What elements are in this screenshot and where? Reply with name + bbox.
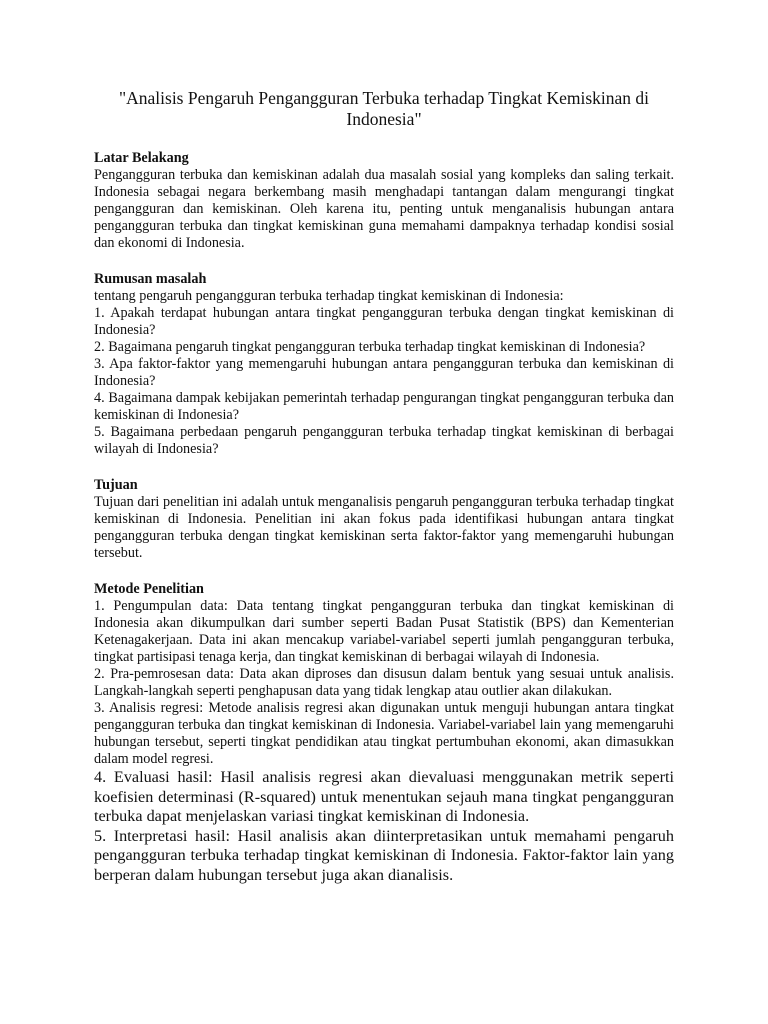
list-item: 3. Analisis regresi: Metode analisis regresi akan digunakan untuk menguji hubungan antara tingkat pengangguran terbuka dan tingkat kemiskinan di Indonesia. Variabel-variabel lain yang memengaruhi hubungan tersebut, seperti tingkat pendidikan atau tingkat pertumbuhan ekonomi, akan dimasukkan dalam model regresi.: [94, 700, 674, 767]
list-item: 5. Interpretasi hasil: Hasil analisis akan diinterpretasikan untuk memahami pengaruh pengangguran terbuka terhadap tingkat kemiskinan di Indonesia. Faktor-faktor lain yang berperan dalam hubungan tersebut juga akan dianalisis.: [94, 826, 674, 884]
section-heading: Latar Belakang: [94, 150, 189, 166]
list-item: 2. Pra-pemrosesan data: Data akan diproses dan disusun dalam bentuk yang sesuai untuk analisis. Langkah-langkah seperti penghapusan data yang tidak lengkap atau outlier akan dilakukan.: [94, 666, 674, 699]
section-paragraph: Tujuan dari penelitian ini adalah untuk menganalisis pengaruh pengangguran terbuka terhadap tingkat kemiskinan di Indonesia. Penelitian ini akan fokus pada identifikasi hubungan antara tingkat pengangguran terbuka dengan tingkat kemiskinan serta faktor-faktor yang memengaruhi hubungan tersebut.: [94, 494, 674, 561]
section-heading: Tujuan: [94, 477, 138, 493]
section-tujuan: [94, 477, 674, 562]
section-heading: Rumusan masalah: [94, 271, 207, 287]
section-metode-penelitian: [94, 581, 674, 885]
list-item: 5. Bagaimana perbedaan pengaruh pengangguran terbuka terhadap tingkat kemiskinan di berbagai wilayah di Indonesia?: [94, 424, 674, 457]
list-item: 3. Apa faktor-faktor yang memengaruhi hubungan antara pengangguran terbuka dan kemiskinan di Indonesia?: [94, 356, 674, 389]
list-item: 4. Evaluasi hasil: Hasil analisis regresi akan dievaluasi menggunakan metrik seperti koefisien determinasi (R-squared) untuk menentukan sejauh mana tingkat pengangguran terbuka dapat menjelaskan variasi tingkat kemiskinan di Indonesia.: [94, 768, 674, 825]
section-paragraph: Pengangguran terbuka dan kemiskinan adalah dua masalah sosial yang kompleks dan saling terkait. Indonesia sebagai negara berkembang masih menghadapi tantangan dalam mengurangi tingkat pengangguran dan kemiskinan. Oleh karena itu, penting untuk menganalisis hubungan antara pengangguran terbuka dan tingkat kemiskinan guna memahami dampaknya terhadap kondisi sosial dan ekonomi di Indonesia.: [94, 167, 674, 251]
document-page: [94, 88, 674, 904]
section-intro: tentang pengaruh pengangguran terbuka terhadap tingkat kemiskinan di Indonesia:: [94, 288, 564, 304]
section-latar-belakang: [94, 150, 674, 252]
list-item: 1. Pengumpulan data: Data tentang tingkat pengangguran terbuka dan tingkat kemiskinan di Indonesia akan dikumpulkan dari sumber seperti Badan Pusat Statistik (BPS) dan Kementerian Ketenagakerjaan. Data ini akan mencakup variabel-variabel seperti jumlah pengangguran terbuka, tingkat partisipasi tenaga kerja, dan tingkat kemiskinan di berbagai wilayah di Indonesia.: [94, 598, 674, 665]
document-title: "Analisis Pengaruh Pengangguran Terbuka terhadap Tingkat Kemiskinan di Indonesia": [118, 88, 650, 129]
section-rumusan-masalah: [94, 271, 674, 458]
section-heading: Metode Penelitian: [94, 581, 204, 597]
list-item: 2. Bagaimana pengaruh tingkat pengangguran terbuka terhadap tingkat kemiskinan di Indonesia?: [94, 339, 646, 355]
list-item: 1. Apakah terdapat hubungan antara tingkat pengangguran terbuka dengan tingkat kemiskinan di Indonesia?: [94, 305, 674, 338]
list-item: 4. Bagaimana dampak kebijakan pemerintah terhadap pengurangan tingkat pengangguran terbuka dan kemiskinan di Indonesia?: [94, 390, 674, 423]
